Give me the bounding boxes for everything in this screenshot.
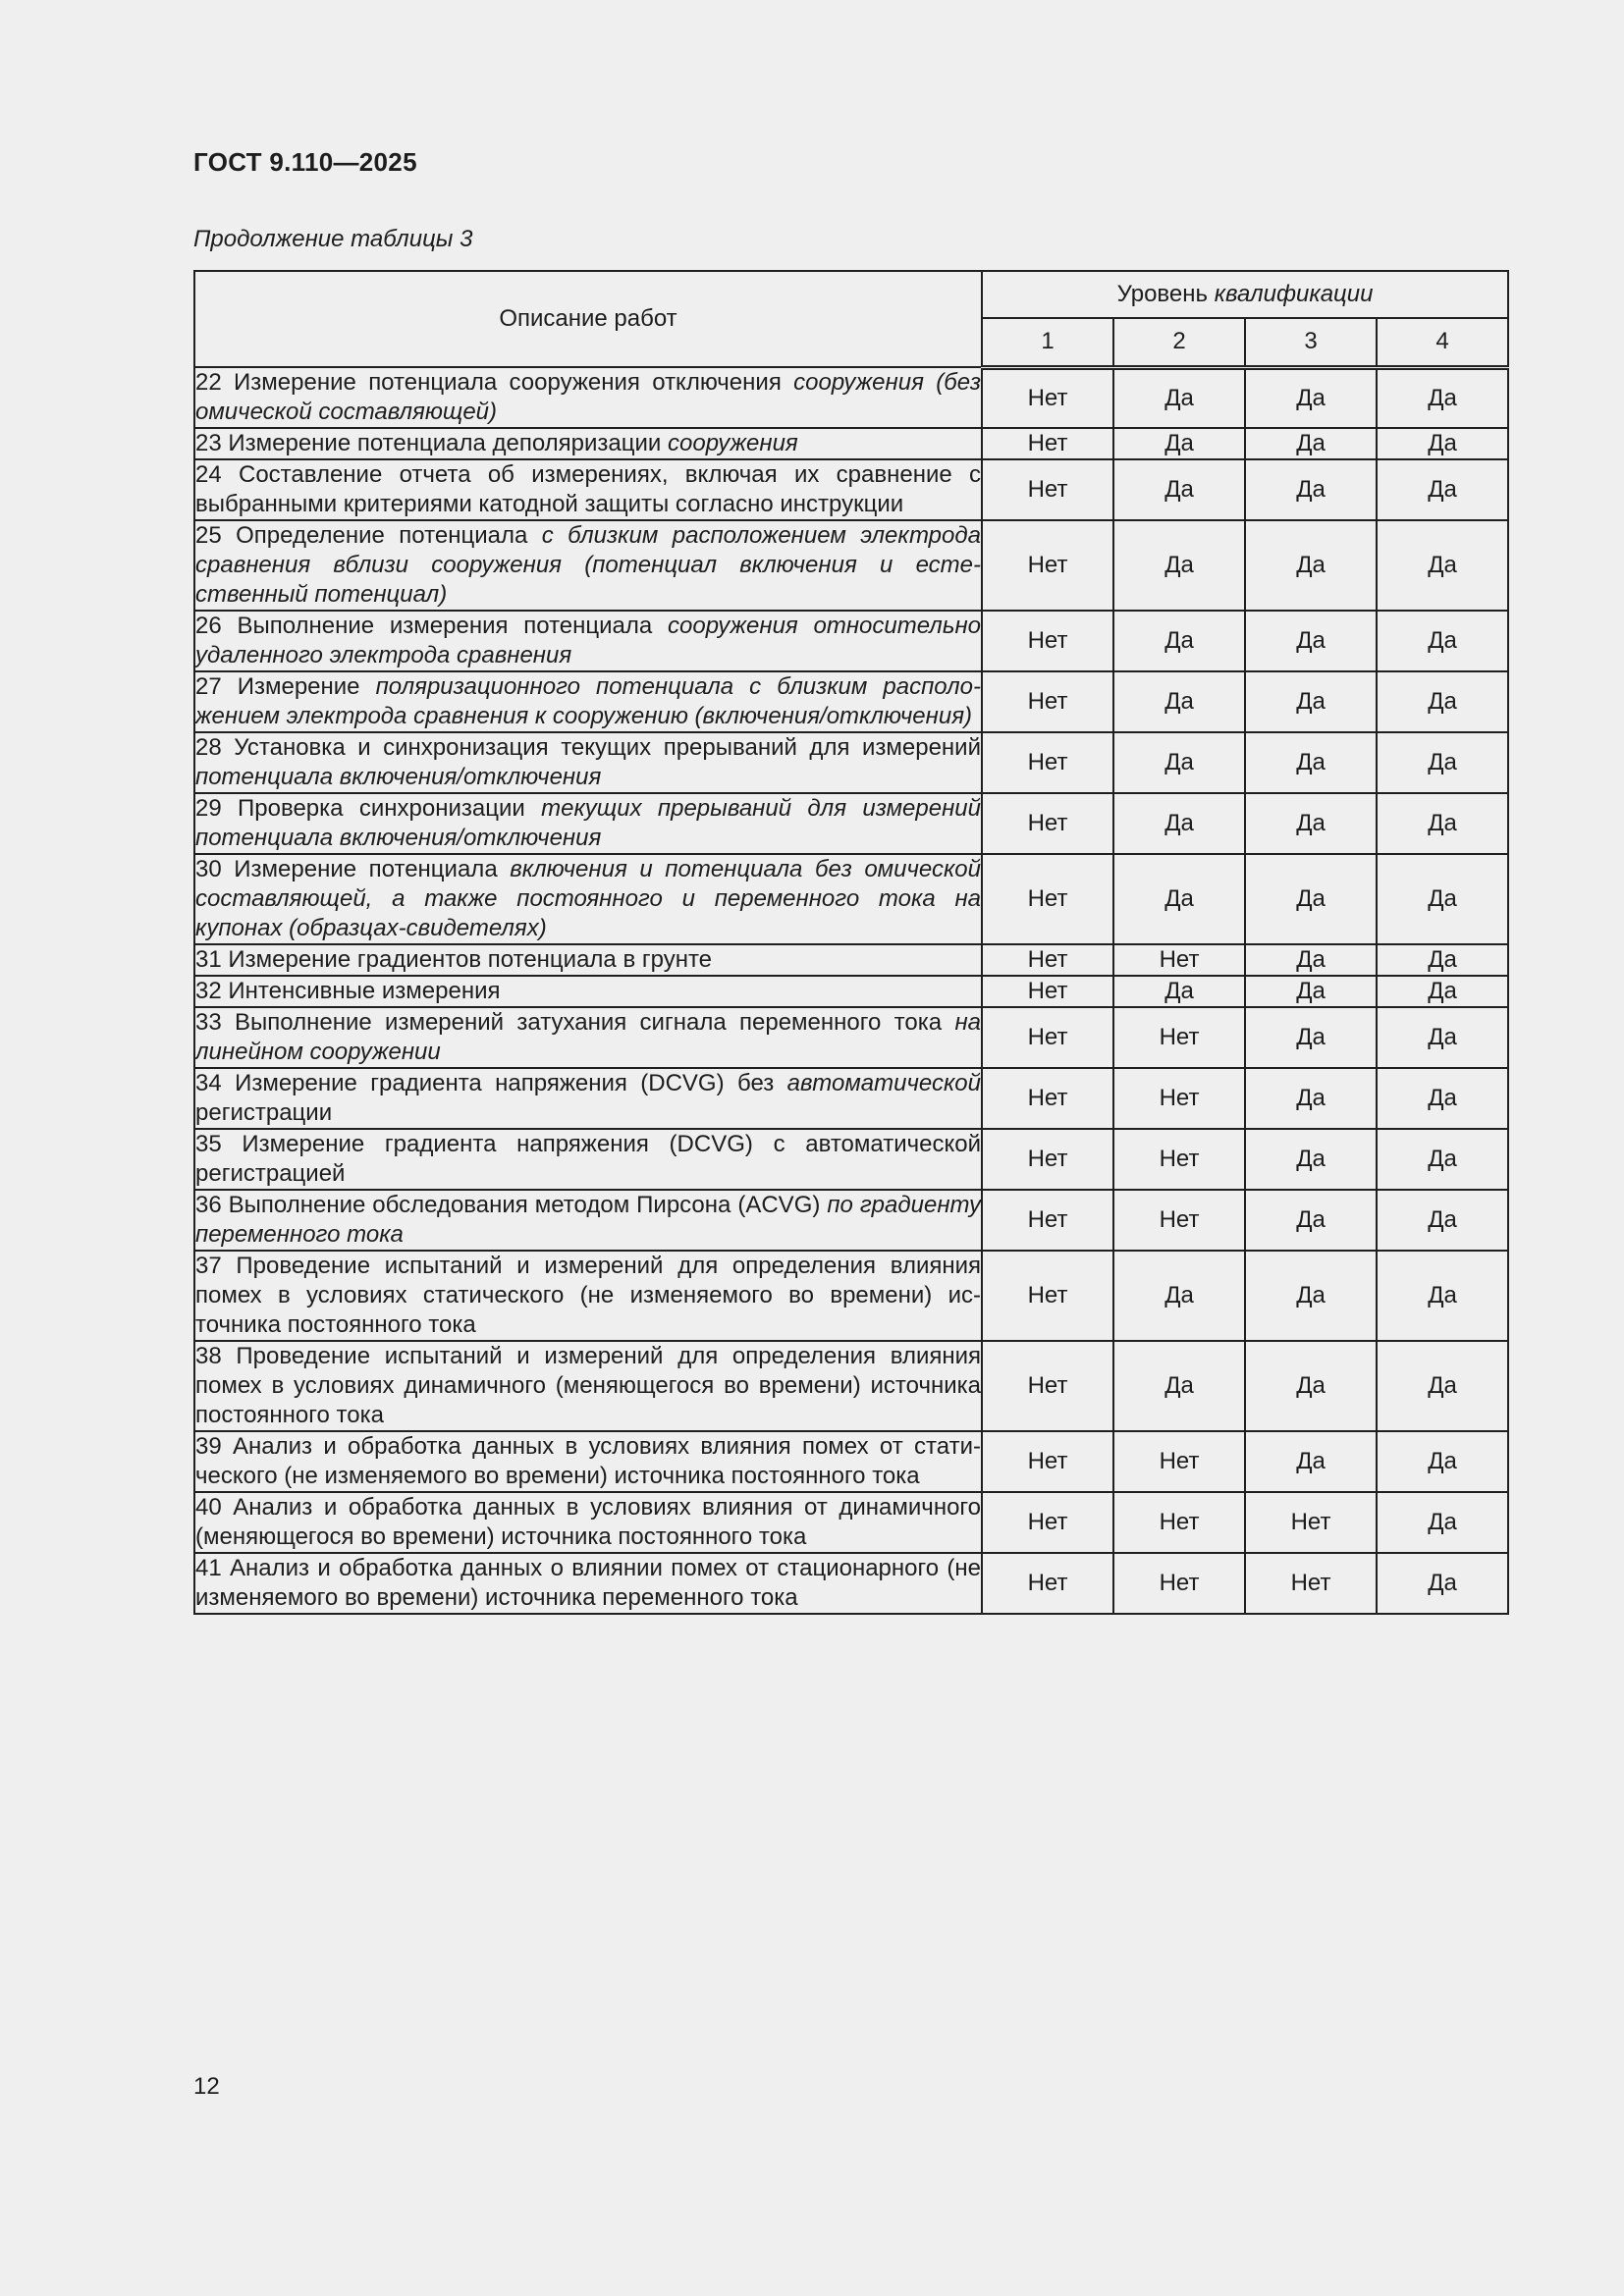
row-description xyxy=(194,1190,982,1251)
table-row xyxy=(194,1431,1508,1492)
level-1-value: Нет xyxy=(982,367,1113,428)
level-3-value: Да xyxy=(1245,1251,1377,1341)
description-fragment: регистрации xyxy=(195,1099,333,1126)
level-1-value: Нет xyxy=(982,976,1113,1007)
description-fragment: 31 Измерение градиентов потенциала в грунте xyxy=(195,946,713,973)
description-fragment: 40 Анализ и обработка данных в условиях влияния от динамичного (меняющегося во времени) источника постоянного тока xyxy=(195,1494,981,1550)
table-row xyxy=(194,944,1508,976)
row-description xyxy=(194,1251,982,1341)
header-level-4: 4 xyxy=(1377,318,1508,367)
table-row xyxy=(194,611,1508,671)
description-fragment: 24 Составление отчета об измерениях, включая их сравнение с выбранными критериями катодной защиты согласно инструкции xyxy=(195,461,981,517)
level-1-value: Нет xyxy=(982,520,1113,611)
description-fragment: 33 Выполнение измерений затухания сигнала переменного тока xyxy=(195,1009,955,1036)
table-caption: Продолжение таблицы 3 xyxy=(193,226,473,252)
table-row xyxy=(194,459,1508,520)
description-italic-fragment: поляризационного потенциала с близким расположением электрода сравнения к сооружению (включения/отключения) xyxy=(195,673,981,729)
row-description xyxy=(194,1431,982,1492)
description-fragment: 37 Проведение испытаний и измерений для определения влияния помех в условиях статического (не изменяемого во времени) источника постоянного тока xyxy=(195,1253,981,1338)
table-row xyxy=(194,671,1508,732)
description-fragment: 32 Интенсивные измерения xyxy=(195,978,501,1004)
description-italic-fragment: потенциала включения/отключения xyxy=(195,764,602,790)
level-1-value: Нет xyxy=(982,671,1113,732)
row-description xyxy=(194,732,982,793)
description-fragment: 25 Определение потенциала xyxy=(195,522,542,549)
level-2-value: Нет xyxy=(1113,1007,1245,1068)
level-4-value: Да xyxy=(1377,367,1508,428)
level-3-value: Да xyxy=(1245,944,1377,976)
table-row xyxy=(194,1341,1508,1431)
level-1-value: Нет xyxy=(982,1007,1113,1068)
level-4-value: Да xyxy=(1377,1431,1508,1492)
table-row xyxy=(194,976,1508,1007)
table-row xyxy=(194,793,1508,854)
description-italic-fragment: сооружения xyxy=(668,430,798,456)
description-italic-fragment: сооружения относительно удаленного электрода сравнения xyxy=(195,613,981,668)
level-3-value: Да xyxy=(1245,732,1377,793)
level-2-value: Нет xyxy=(1113,1129,1245,1190)
level-3-value: Да xyxy=(1245,854,1377,944)
description-fragment: 26 Выполнение измерения потенциала xyxy=(195,613,668,639)
level-3-value: Да xyxy=(1245,459,1377,520)
level-4-value: Да xyxy=(1377,976,1508,1007)
level-2-value: Да xyxy=(1113,671,1245,732)
table-row xyxy=(194,1492,1508,1553)
description-fragment: 41 Анализ и обработка данных о влиянии помех от стационарного (не изменяемого во времени) источника переменного тока xyxy=(195,1555,981,1611)
description-fragment: 22 Измерение потенциала сооружения отключения xyxy=(195,369,794,396)
description-italic-fragment: включения и потенциала без омической составляющей, а также постоянного и переменного тока на купонах (образцах-свидетелях) xyxy=(195,856,981,941)
table-row xyxy=(194,1068,1508,1129)
row-description xyxy=(194,520,982,611)
level-3-value: Да xyxy=(1245,671,1377,732)
level-3-value: Нет xyxy=(1245,1553,1377,1614)
level-2-value: Да xyxy=(1113,459,1245,520)
row-description xyxy=(194,1068,982,1129)
row-description xyxy=(194,611,982,671)
level-3-value: Да xyxy=(1245,1190,1377,1251)
level-3-value: Да xyxy=(1245,976,1377,1007)
header-qualification-level xyxy=(982,271,1508,318)
level-2-value: Да xyxy=(1113,520,1245,611)
description-fragment: 35 Измерение градиента напряжения (DCVG) с автоматической регистрацией xyxy=(195,1131,981,1187)
level-2-value: Да xyxy=(1113,732,1245,793)
row-description xyxy=(194,1341,982,1431)
level-2-value: Да xyxy=(1113,793,1245,854)
row-description xyxy=(194,428,982,459)
row-description xyxy=(194,1007,982,1068)
header-level-3: 3 xyxy=(1245,318,1377,367)
table-row xyxy=(194,854,1508,944)
header-level-prefix: Уровень xyxy=(1116,281,1215,308)
table-row xyxy=(194,1553,1508,1614)
level-3-value: Да xyxy=(1245,520,1377,611)
table-row xyxy=(194,367,1508,428)
level-1-value: Нет xyxy=(982,1129,1113,1190)
level-4-value: Да xyxy=(1377,732,1508,793)
level-4-value: Да xyxy=(1377,459,1508,520)
level-3-value: Да xyxy=(1245,793,1377,854)
level-4-value: Да xyxy=(1377,854,1508,944)
row-description xyxy=(194,671,982,732)
description-italic-fragment: с близким расположением электрода сравнения вблизи сооружения (потенциал включения и естественный потенциал) xyxy=(195,522,981,608)
level-2-value: Да xyxy=(1113,367,1245,428)
level-1-value: Нет xyxy=(982,854,1113,944)
description-italic-fragment: на линейном сооружении xyxy=(195,1009,981,1065)
description-fragment: 27 Измерение xyxy=(195,673,376,700)
level-3-value: Да xyxy=(1245,611,1377,671)
row-description xyxy=(194,1553,982,1614)
level-1-value: Нет xyxy=(982,1341,1113,1431)
description-italic-fragment: сооружения (без омической составляющей) xyxy=(195,369,981,425)
description-fragment: 36 Выполнение обследования методом Пирсона (ACVG) xyxy=(195,1192,828,1218)
level-4-value: Да xyxy=(1377,428,1508,459)
level-2-value: Нет xyxy=(1113,1553,1245,1614)
level-2-value: Да xyxy=(1113,1251,1245,1341)
description-italic-fragment: автоматической xyxy=(786,1070,981,1096)
level-2-value: Да xyxy=(1113,428,1245,459)
header-level-italic: квалификации xyxy=(1214,281,1374,308)
level-1-value: Нет xyxy=(982,732,1113,793)
level-3-value: Да xyxy=(1245,1007,1377,1068)
description-italic-fragment: по градиенту переменного тока xyxy=(195,1192,981,1248)
description-fragment: 28 Установка и синхронизация текущих прерываний для измерений xyxy=(195,734,981,761)
table-row xyxy=(194,732,1508,793)
row-description xyxy=(194,1129,982,1190)
level-3-value: Да xyxy=(1245,367,1377,428)
row-description xyxy=(194,367,982,428)
description-fragment: 30 Измерение потенциала xyxy=(195,856,511,882)
level-4-value: Да xyxy=(1377,793,1508,854)
level-1-value: Нет xyxy=(982,1553,1113,1614)
description-fragment: 23 Измерение потенциала деполяризации xyxy=(195,430,668,456)
level-3-value: Да xyxy=(1245,1431,1377,1492)
table-row xyxy=(194,1190,1508,1251)
level-2-value: Да xyxy=(1113,611,1245,671)
level-2-value: Нет xyxy=(1113,1068,1245,1129)
level-1-value: Нет xyxy=(982,459,1113,520)
level-4-value: Да xyxy=(1377,1190,1508,1251)
level-1-value: Нет xyxy=(982,1492,1113,1553)
table-row xyxy=(194,1129,1508,1190)
level-2-value: Да xyxy=(1113,854,1245,944)
level-4-value: Да xyxy=(1377,1553,1508,1614)
level-2-value: Да xyxy=(1113,976,1245,1007)
level-3-value: Да xyxy=(1245,1068,1377,1129)
level-2-value: Нет xyxy=(1113,1190,1245,1251)
level-4-value: Да xyxy=(1377,1007,1508,1068)
level-1-value: Нет xyxy=(982,428,1113,459)
header-description: Описание работ xyxy=(194,271,982,367)
level-4-value: Да xyxy=(1377,1251,1508,1341)
row-description xyxy=(194,976,982,1007)
page-number: 12 xyxy=(193,2073,220,2100)
row-description xyxy=(194,1492,982,1553)
table-row xyxy=(194,428,1508,459)
level-1-value: Нет xyxy=(982,1190,1113,1251)
level-4-value: Да xyxy=(1377,1129,1508,1190)
level-1-value: Нет xyxy=(982,611,1113,671)
table-header-row-1 xyxy=(194,271,1508,318)
table-row xyxy=(194,520,1508,611)
row-description xyxy=(194,944,982,976)
description-fragment: 29 Проверка синхронизации xyxy=(195,795,542,822)
document-id: ГОСТ 9.110—2025 xyxy=(193,147,417,177)
header-level-2: 2 xyxy=(1113,318,1245,367)
description-fragment: 39 Анализ и обработка данных в условиях влияния помех от статического (не изменяемого во времени) источника постоянного тока xyxy=(195,1433,981,1489)
level-4-value: Да xyxy=(1377,1068,1508,1129)
level-4-value: Да xyxy=(1377,520,1508,611)
level-3-value: Да xyxy=(1245,1341,1377,1431)
description-fragment: 38 Проведение испытаний и измерений для определения влияния помех в условиях динамичного (меняющегося во времени) источника постоянного тока xyxy=(195,1343,981,1428)
qualification-table xyxy=(193,270,1509,1615)
level-1-value: Нет xyxy=(982,1068,1113,1129)
level-2-value: Да xyxy=(1113,1341,1245,1431)
row-description xyxy=(194,793,982,854)
level-2-value: Нет xyxy=(1113,1492,1245,1553)
level-4-value: Да xyxy=(1377,611,1508,671)
level-4-value: Да xyxy=(1377,1492,1508,1553)
description-fragment: 34 Измерение градиента напряжения (DCVG) без xyxy=(195,1070,787,1096)
level-4-value: Да xyxy=(1377,944,1508,976)
level-1-value: Нет xyxy=(982,1251,1113,1341)
row-description xyxy=(194,459,982,520)
level-1-value: Нет xyxy=(982,793,1113,854)
level-2-value: Нет xyxy=(1113,944,1245,976)
level-1-value: Нет xyxy=(982,1431,1113,1492)
level-3-value: Нет xyxy=(1245,1492,1377,1553)
level-1-value: Нет xyxy=(982,944,1113,976)
level-3-value: Да xyxy=(1245,1129,1377,1190)
header-level-1: 1 xyxy=(982,318,1113,367)
table-row xyxy=(194,1007,1508,1068)
table-row xyxy=(194,1251,1508,1341)
row-description xyxy=(194,854,982,944)
level-4-value: Да xyxy=(1377,671,1508,732)
level-2-value: Нет xyxy=(1113,1431,1245,1492)
level-4-value: Да xyxy=(1377,1341,1508,1431)
level-3-value: Да xyxy=(1245,428,1377,459)
description-italic-fragment: текущих прерываний для измерений потенциала включения/отключения xyxy=(195,795,981,851)
